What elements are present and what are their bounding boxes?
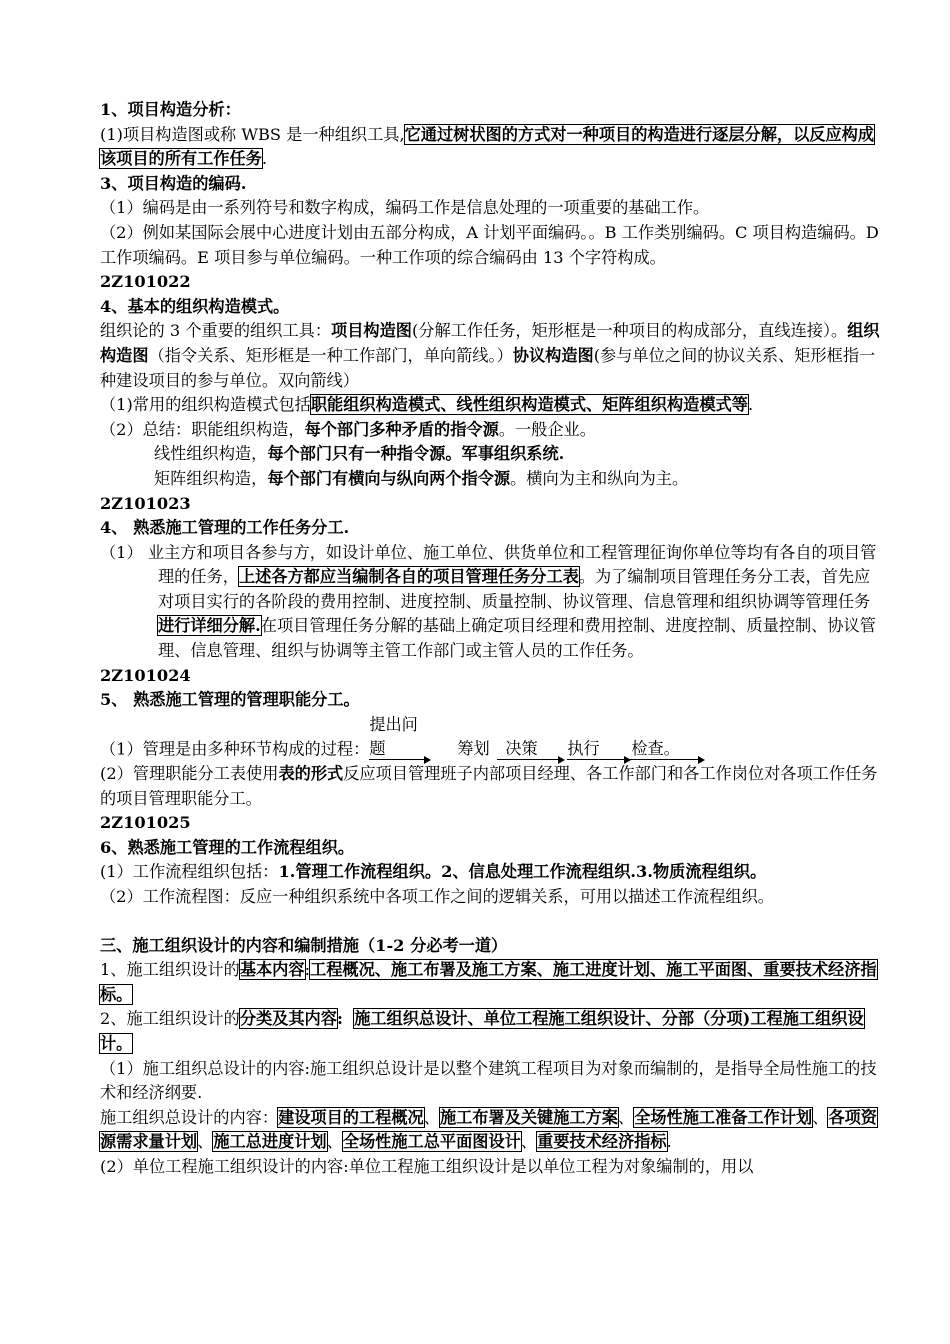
text: (分解工作任务，矩形框是一种项目的构成部分，直线连接）。 <box>411 321 848 341</box>
text: 组织论的 3 个重要的组织工具： <box>100 321 332 341</box>
section-three-title: 三、施工组织设计的内容和编制措施（1-2 分必考一道） <box>100 935 508 955</box>
boxed-item: 施工布署及关键施工方案 <box>439 1107 618 1127</box>
text: 施工组织总设计的内容： <box>100 1107 279 1127</box>
arrow-icon <box>558 756 565 764</box>
section-6-title: 6、熟悉施工管理的工作流程组织。 <box>100 837 355 857</box>
text: 。一般企业。 <box>498 419 596 439</box>
arrow-line <box>369 759 427 760</box>
boxed-item: 各项资源需求量计划 <box>100 1107 877 1152</box>
text: 。为了编制项目管理任务分工表，首先应对项目实行的各阶段的费用控制、进度控制、质量控制、协议管理、信息管理和组织协调等管理任务 <box>158 567 871 611</box>
step-label: 检查。 <box>631 739 680 759</box>
bold-text: 项目构造图 <box>331 321 412 341</box>
boxed-item: 全场性施工总平面图设计 <box>342 1132 521 1152</box>
section-4b-para-1 <box>100 541 886 664</box>
text: (1）工作流程组织包括： <box>100 862 279 882</box>
bold-text: 1.管理工作流程组织。2、信息处理工作流程组织.3.物质流程组织。 <box>278 862 767 882</box>
text: 1、施工组织设计的 <box>100 960 240 980</box>
text: （1） 业主方和项目各参与方，如设计单位、施工单位、供货单位和工程管理征询你单位等均有各自的项目管理的任务， <box>100 542 877 587</box>
boxed-text: 它通过树状图的方式对一种项目的构造进行逐层分解，以反应构成该项目的所有工作任务 <box>100 124 875 169</box>
step-label: 执行 <box>567 739 600 759</box>
text: （指令关系、矩形框是一种工作部门，单向箭线。） <box>148 345 513 365</box>
text: : <box>336 1009 355 1029</box>
boxed-text: 施工组织总设计、单位工程施工组织设计、分部（分项)工程施工组织设计。 <box>100 1009 864 1053</box>
boxed-item: 重要技术经济指标 <box>537 1132 667 1152</box>
arrow-icon <box>624 756 631 764</box>
section-three-para-2 <box>100 1007 886 1056</box>
section-4a-para-2 <box>100 418 886 443</box>
arrow-line <box>603 759 701 760</box>
section-three-para-1 <box>100 958 886 1007</box>
code-2z101025: 2Z101025 <box>100 813 191 833</box>
bold-text: 每个部门只有一种指令源。军事组织系统. <box>267 444 565 464</box>
bold-text: 协议构造图 <box>512 345 594 365</box>
boxed-item: 建设项目的工程概况 <box>278 1107 424 1127</box>
boxed-item: 施工总进度计划 <box>213 1132 327 1152</box>
step-5 <box>631 737 701 762</box>
section-1-title: 1、项目构造分析： <box>100 100 241 119</box>
text: 2、施工组织设计的 <box>100 1009 240 1029</box>
boxed-text: 职能组织构造模式、线性组织构造模式、矩阵组织构造模式等 <box>310 395 748 415</box>
separator: 、 <box>326 1132 343 1152</box>
separator: 、 <box>423 1107 440 1127</box>
text: 反应项目管理班子内部项目经理、各工作部门和各工作岗位对各项工作任务的项目管理职能分工。 <box>100 764 878 808</box>
section-4a-title: 4、基本的组织构造模式。 <box>100 296 290 316</box>
step-label: 决策 <box>505 739 538 759</box>
boxed-text: 上述各方都应当编制各自的项目管理任务分工表 <box>238 567 579 587</box>
text: （1）管理是由多种环节构成的过程： <box>100 739 370 759</box>
arrow-icon <box>698 756 705 764</box>
text: : <box>304 960 311 980</box>
boxed-text: 工程概况、施工布署及施工方案、施工进度计划、施工平面图、重要技术经济指标。 <box>100 960 877 1004</box>
section-three-para-4 <box>100 1106 886 1155</box>
text: (参与单位之间的协议关系、矩形框指一种建设项目的参与单位。双向箭线） <box>100 345 876 390</box>
text: . <box>747 395 754 415</box>
bold-text: 表的形式 <box>278 764 344 784</box>
separator: 、 <box>520 1132 538 1152</box>
section-3-para-2: （2）例如某国际会展中心进度计划由五部分构成，A 计划平面编码。。B 工作类别编码。C 项目构造编码。D 工作项编码。E 项目参与单位编码。一种工作项的综合编码由 13 个字符构成。 <box>100 222 879 267</box>
text: 在项目管理任务分解的基础上确定项目经理和费用控制、进度控制、质量控制、协议管理、信息管理、组织与协调等主管工作部门或主管人员的工作任务。 <box>158 616 876 661</box>
step-label: 筹划 <box>457 739 490 759</box>
section-three-para-5: (2）单位工程施工组织设计的内容:单位工程施工组织设计是以单位工程为对象编制的，用以 <box>100 1156 754 1176</box>
code-2z101023: 2Z101023 <box>100 493 191 513</box>
text: 矩阵组织构造， <box>154 468 268 488</box>
section-3-title: 3、项目构造的编码. <box>100 173 247 193</box>
boxed-text: 分类及其内容 <box>239 1009 337 1029</box>
section-5-para-1 <box>100 713 886 762</box>
section-4a-intro <box>100 319 886 393</box>
text: (1)项目构造图或称 WBS 是一种组织工具, <box>100 124 405 144</box>
code-2z101022: 2Z101022 <box>100 272 191 292</box>
arrow-line <box>497 759 561 760</box>
document-body <box>100 98 886 1180</box>
separator: 、 <box>197 1132 214 1152</box>
section-three-para-3: （1）施工组织总设计的内容:施工组织总设计是以整个建筑工程项目为对象而编制的，是指导全局性施工的技术和经济纲要. <box>100 1058 877 1103</box>
step-label: 提出问题 <box>369 714 418 759</box>
boxed-item: 全场性施工准备工作计划 <box>634 1107 813 1127</box>
text: 。横向为主和纵向为主。 <box>510 468 689 488</box>
text: . <box>261 149 268 169</box>
blank-line <box>100 910 886 934</box>
section-5-para-2 <box>100 762 886 811</box>
arrow-icon <box>424 756 431 764</box>
section-4a-para-4 <box>100 467 886 492</box>
section-6-para-1 <box>100 860 886 885</box>
code-2z101024: 2Z101024 <box>100 665 191 685</box>
step-1 <box>369 713 427 762</box>
text: （1)常用的组织构造模式包括 <box>100 395 311 415</box>
text: 线性组织构造， <box>154 444 268 464</box>
separator: 、 <box>618 1107 635 1127</box>
section-3-para-1: （1）编码是由一系列符号和数字构成，编码工作是信息处理的一项重要的基础工作。 <box>100 198 710 218</box>
section-1-para-1 <box>100 123 886 172</box>
section-4b-title: 4、 熟悉施工管理的工作任务分工. <box>100 518 350 538</box>
separator: 、 <box>812 1107 829 1127</box>
section-6-para-2: （2）工作流程图：反应一种组织系统中各项工作之间的逻辑关系，可用以描述工作流程组织。 <box>100 887 774 906</box>
text: (2）管理职能分工表使用 <box>100 764 279 784</box>
section-4a-para-1 <box>100 393 886 418</box>
boxed-text: 基本内容 <box>239 960 305 980</box>
bold-text: 组织构造图 <box>100 321 880 365</box>
separator: . <box>666 1132 672 1152</box>
bold-text: 每个部门多种矛盾的指令源 <box>304 419 499 439</box>
bold-text: 每个部门有横向与纵向两个指令源 <box>267 468 511 488</box>
step-3 <box>505 737 561 762</box>
boxed-text: 进行详细分解. <box>158 616 261 636</box>
section-5-title: 5、 熟悉施工管理的管理职能分工。 <box>100 690 360 710</box>
section-4a-para-3 <box>100 442 886 467</box>
text: （2）总结：职能组织构造， <box>100 419 305 439</box>
